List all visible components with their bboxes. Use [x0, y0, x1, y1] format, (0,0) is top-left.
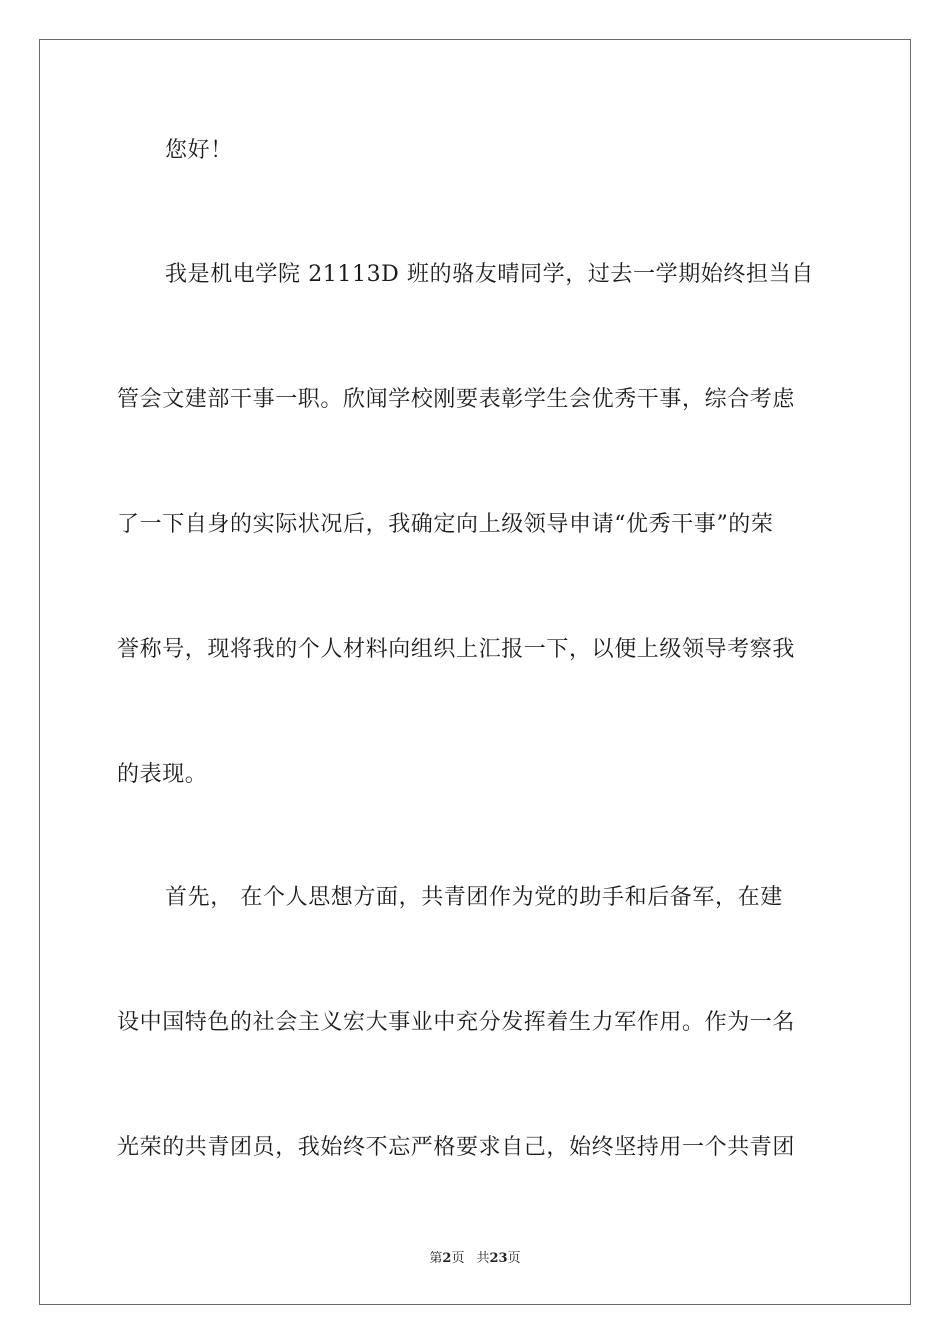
page-prefix: 第 — [429, 1251, 443, 1266]
body-line-1: 我是机电学院 21113D 班的骆友晴同学，过去一学期始终担当自 — [165, 262, 814, 287]
greeting: 您好！ — [165, 138, 233, 163]
body-line-2: 管会文建部干事一职。欣闻学校刚要表彰学生会优秀干事，综合考虑 — [117, 387, 796, 412]
body-line-7: 设中国特色的社会主义宏大事业中充分发挥着生力军作用。作为一名 — [117, 1010, 796, 1035]
page-frame — [39, 39, 911, 1305]
body-line-8: 光荣的共青团员，我始终不忘严格要求自己，始终坚持用一个共青团 — [117, 1135, 796, 1160]
page-suffix: 页 — [451, 1251, 465, 1266]
body-line-5: 的表现。 — [117, 762, 208, 787]
total-prefix: 共 — [476, 1251, 490, 1266]
body-line-4: 誉称号，现将我的个人材料向组织上汇报一下，以便上级领导考察我 — [117, 637, 796, 662]
body-line-3: 了一下自身的实际状况后，我确定向上级领导申请“优秀干事”的荣 — [117, 512, 774, 537]
total-suffix: 页 — [507, 1251, 521, 1266]
total-page-count: 23 — [489, 1251, 508, 1266]
page-number-footer — [0, 1247, 950, 1266]
body-line-6: 首先， 在个人思想方面，共青团作为党的助手和后备军，在建 — [165, 885, 783, 910]
current-page-number: 2 — [442, 1251, 452, 1266]
